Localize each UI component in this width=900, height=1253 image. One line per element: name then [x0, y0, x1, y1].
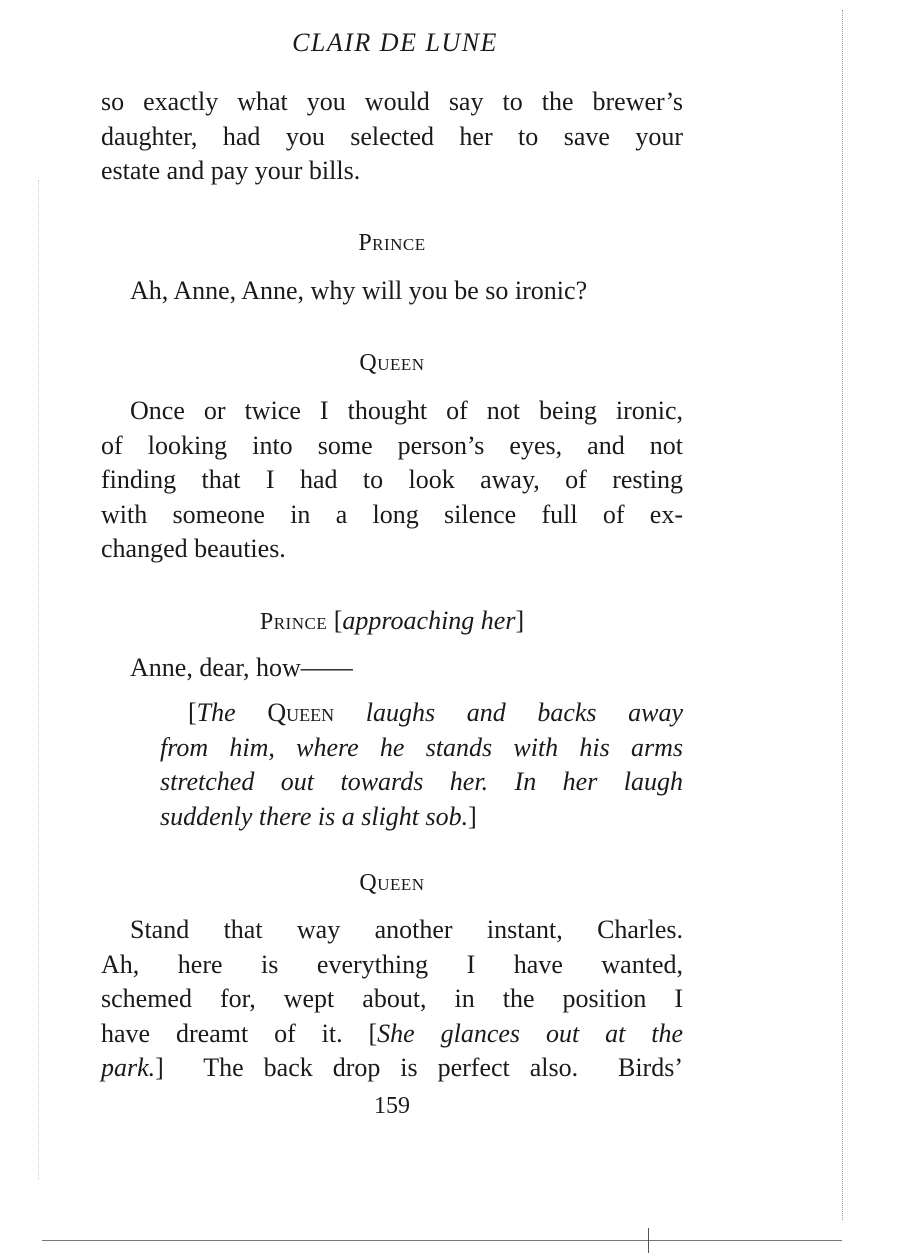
speaker-heading-queen: Queen — [359, 350, 425, 376]
text-line: with someone in a long silence full of ex- — [101, 499, 683, 529]
scan-artifact-left — [38, 180, 39, 1180]
text-line: schemed for, wept about, in the position I — [101, 984, 683, 1013]
text-line: park.] The back drop is perfect also. Birds’ — [101, 1053, 683, 1082]
dialogue-line — [101, 274, 683, 309]
text-line: from him, where he stands with his arms — [160, 732, 683, 762]
scan-gutter-line — [842, 10, 843, 1220]
page-number: 159 — [374, 1093, 410, 1119]
bracket: ] — [515, 606, 525, 635]
text-line: changed beauties. — [101, 534, 286, 563]
text-line: [The Queen laughs and backs away — [188, 698, 684, 727]
paragraph-continuation — [101, 85, 683, 189]
scan-bottom-rule — [42, 1240, 842, 1241]
stage-direction-block — [160, 696, 683, 834]
text-line: estate and pay your bills. — [101, 156, 361, 185]
text-line: so exactly what you would say to the brewer’s — [101, 87, 683, 116]
text-line: Once or twice I thought of not being ironic, — [130, 396, 683, 425]
speaker-heading-queen: Queen — [359, 870, 425, 896]
speaker-name: Prince — [259, 609, 328, 635]
speaker-heading-prince-direction — [0, 606, 784, 636]
bracket: ] — [468, 801, 477, 831]
text-line: Ah, here is everything I have wanted, — [101, 949, 683, 979]
scan-bottom-tick — [648, 1228, 649, 1253]
speaker-heading-prince: Prince — [358, 230, 426, 256]
text-line: Anne, dear, how—— — [130, 653, 353, 682]
character-name: Queen — [267, 698, 335, 727]
text-line: finding that I had to look away, of resting — [101, 465, 683, 494]
text-line: daughter, had you selected her to save your — [101, 121, 683, 151]
stage-direction-inline: approaching her — [342, 606, 516, 635]
running-head: CLAIR DE LUNE — [292, 28, 498, 57]
text-line: Ah, Anne, Anne, why will you be so ironic? — [130, 276, 588, 305]
dialogue-paragraph — [101, 913, 683, 1086]
text-line: of looking into some person’s eyes, and not — [101, 430, 683, 460]
bracket: [ — [188, 698, 197, 727]
bracket: [ — [333, 606, 343, 635]
text-line: have dreamt of it. [She glances out at the — [101, 1018, 683, 1048]
dialogue-paragraph — [101, 394, 683, 567]
dialogue-line — [101, 651, 683, 686]
text-line: stretched out towards her. In her laugh — [160, 767, 683, 796]
text-line: suddenly there is a slight sob.] — [160, 801, 477, 831]
text-line: Stand that way another instant, Charles. — [130, 915, 683, 944]
